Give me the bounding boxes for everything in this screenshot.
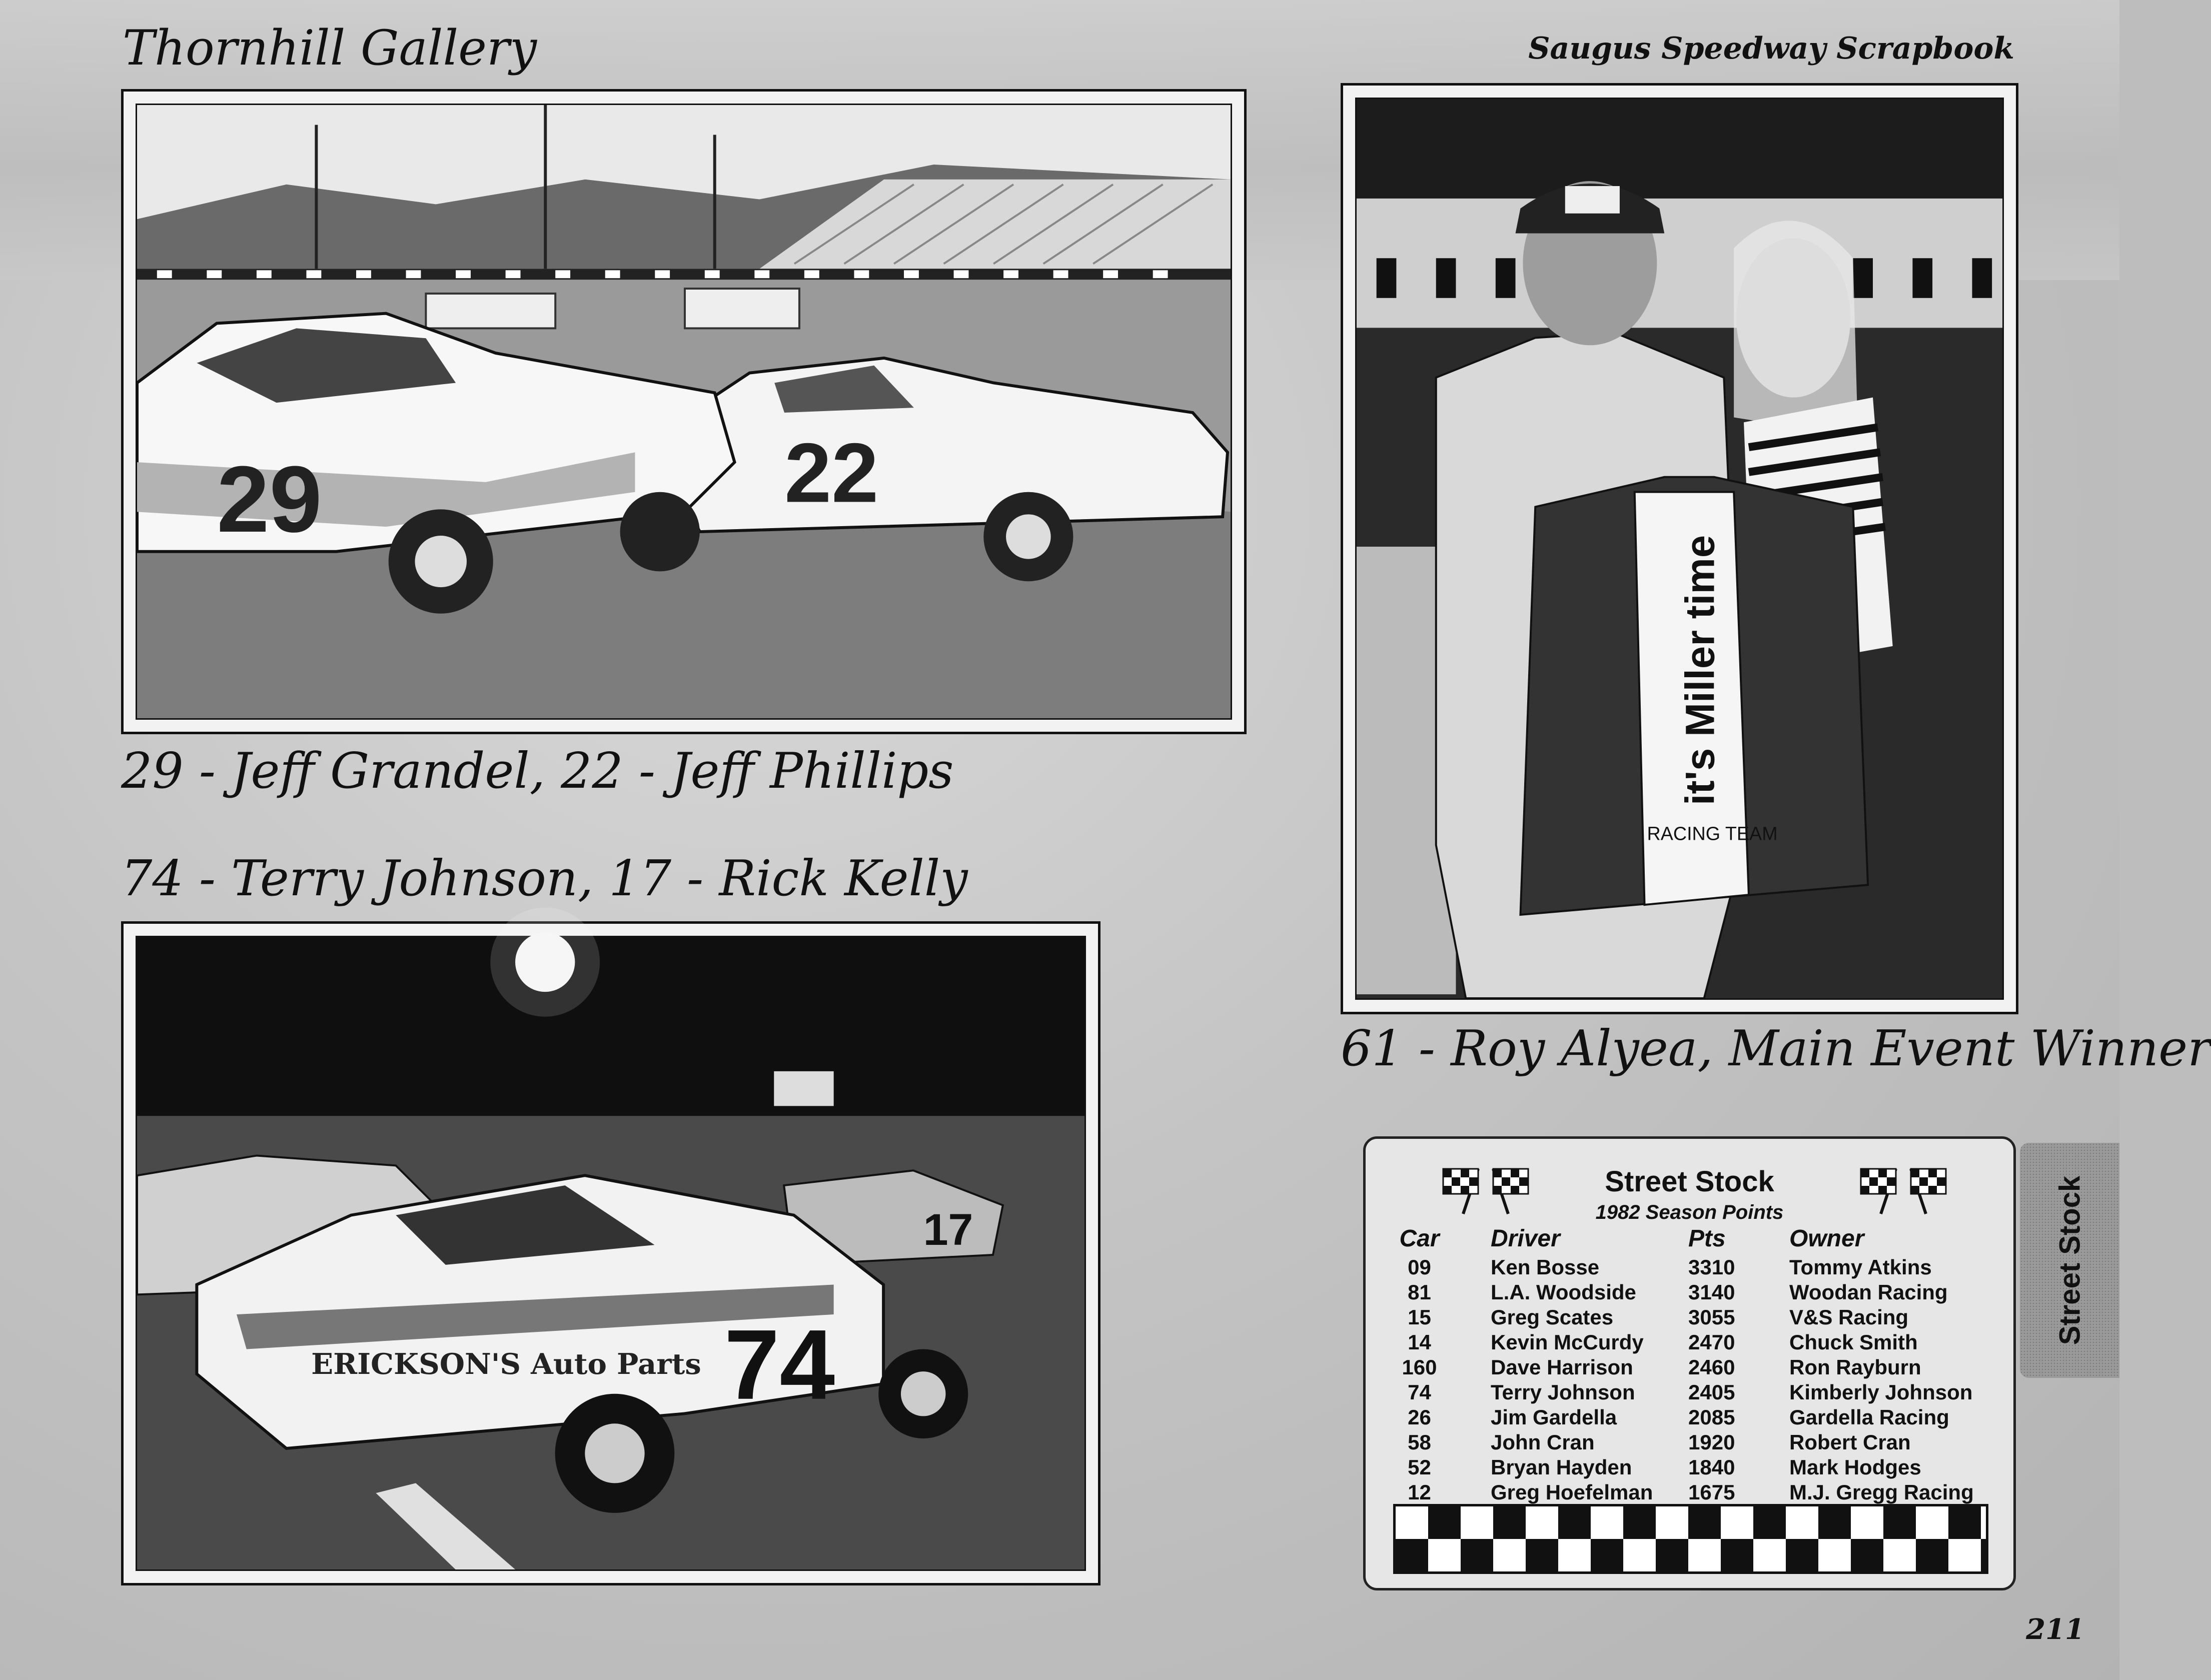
page-number: 211 bbox=[2026, 1613, 2084, 1646]
cell-driver: Greg Hoefelman bbox=[1491, 1480, 1653, 1504]
standings-subtitle: 1982 Season Points bbox=[1595, 1201, 1784, 1223]
cell-pts: 3140 bbox=[1688, 1280, 1735, 1304]
cell-car: 14 bbox=[1408, 1330, 1431, 1354]
race-cars-photo bbox=[136, 104, 1232, 720]
cell-driver: Kevin McCurdy bbox=[1491, 1330, 1644, 1354]
checkered-stripe bbox=[1393, 1504, 1988, 1574]
cell-driver: L.A. Woodside bbox=[1491, 1280, 1636, 1304]
winner-photo bbox=[1355, 98, 2004, 1000]
col-header-owner: Owner bbox=[1789, 1225, 1864, 1252]
cell-driver: Terry Johnson bbox=[1491, 1380, 1635, 1404]
cell-driver: Ken Bosse bbox=[1491, 1255, 1600, 1279]
car-number-22: 22 bbox=[784, 425, 879, 520]
section-side-tab bbox=[2020, 1143, 2119, 1378]
banner-text: it's Miller time bbox=[1677, 535, 1723, 806]
night-race-photo bbox=[136, 936, 1086, 1571]
cell-owner: Mark Hodges bbox=[1789, 1455, 1921, 1479]
cell-pts: 1675 bbox=[1688, 1480, 1735, 1504]
cell-car: 74 bbox=[1408, 1380, 1431, 1404]
sponsor-text: ERICKSON'S Auto Parts bbox=[311, 1347, 701, 1381]
banner-subtext: RACING TEAM bbox=[1647, 823, 1778, 844]
cell-owner: Kimberly Johnson bbox=[1789, 1380, 1973, 1404]
cell-driver: Greg Scates bbox=[1491, 1305, 1614, 1329]
caption-right: 61 - Roy Alyea, Main Event Winner bbox=[1341, 1020, 2211, 1077]
cell-car: 09 bbox=[1408, 1255, 1431, 1279]
cell-pts: 2085 bbox=[1688, 1405, 1735, 1429]
cell-pts: 3055 bbox=[1688, 1305, 1735, 1329]
cell-owner: Tommy Atkins bbox=[1789, 1255, 1932, 1279]
car-number-29: 29 bbox=[217, 447, 322, 552]
cell-car: 26 bbox=[1408, 1405, 1431, 1429]
col-header-driver: Driver bbox=[1491, 1225, 1560, 1252]
cell-owner: M.J. Gregg Racing bbox=[1789, 1480, 1974, 1504]
caption-top-left: 29 - Jeff Grandel, 22 - Jeff Phillips bbox=[121, 743, 954, 800]
col-header-car: Car bbox=[1399, 1225, 1440, 1252]
photo-top-left bbox=[121, 89, 1247, 734]
cell-pts: 3310 bbox=[1688, 1255, 1735, 1279]
cell-car: 12 bbox=[1408, 1480, 1431, 1504]
side-tab-label: Street Stock bbox=[2053, 1175, 2086, 1345]
section-title: Thornhill Gallery bbox=[123, 20, 537, 76]
cell-car: 160 bbox=[1402, 1355, 1437, 1379]
book-title: Saugus Speedway Scrapbook bbox=[1528, 31, 2014, 66]
cell-car: 15 bbox=[1408, 1305, 1431, 1329]
cell-pts: 2405 bbox=[1688, 1380, 1735, 1404]
car-number-74: 74 bbox=[724, 1309, 835, 1420]
cell-car: 81 bbox=[1408, 1280, 1431, 1304]
cell-owner: Woodan Racing bbox=[1789, 1280, 1948, 1304]
cell-owner: V&S Racing bbox=[1789, 1305, 1909, 1329]
cell-pts: 1920 bbox=[1688, 1430, 1735, 1454]
cell-car: 52 bbox=[1408, 1455, 1431, 1479]
photo-bottom-left bbox=[121, 921, 1100, 1585]
cell-driver: Jim Gardella bbox=[1491, 1405, 1617, 1429]
standings-panel bbox=[1363, 1136, 2016, 1590]
cell-owner: Ron Rayburn bbox=[1789, 1355, 1921, 1379]
cell-driver: Bryan Hayden bbox=[1491, 1455, 1632, 1479]
cell-pts: 2470 bbox=[1688, 1330, 1735, 1354]
caption-bottom-left: 74 - Terry Johnson, 17 - Rick Kelly bbox=[121, 850, 968, 907]
cell-pts: 2460 bbox=[1688, 1355, 1735, 1379]
cell-driver: Dave Harrison bbox=[1491, 1355, 1633, 1379]
standings-title: Street Stock bbox=[1605, 1165, 1774, 1198]
car-number-17: 17 bbox=[923, 1204, 973, 1255]
cell-car: 58 bbox=[1408, 1430, 1431, 1454]
photo-right bbox=[1341, 83, 2018, 1014]
cell-owner: Gardella Racing bbox=[1789, 1405, 1949, 1429]
cell-owner: Robert Cran bbox=[1789, 1430, 1911, 1454]
cell-owner: Chuck Smith bbox=[1789, 1330, 1918, 1354]
cell-driver: John Cran bbox=[1491, 1430, 1595, 1454]
col-header-pts: Pts bbox=[1688, 1225, 1726, 1252]
cell-pts: 1840 bbox=[1688, 1455, 1735, 1479]
